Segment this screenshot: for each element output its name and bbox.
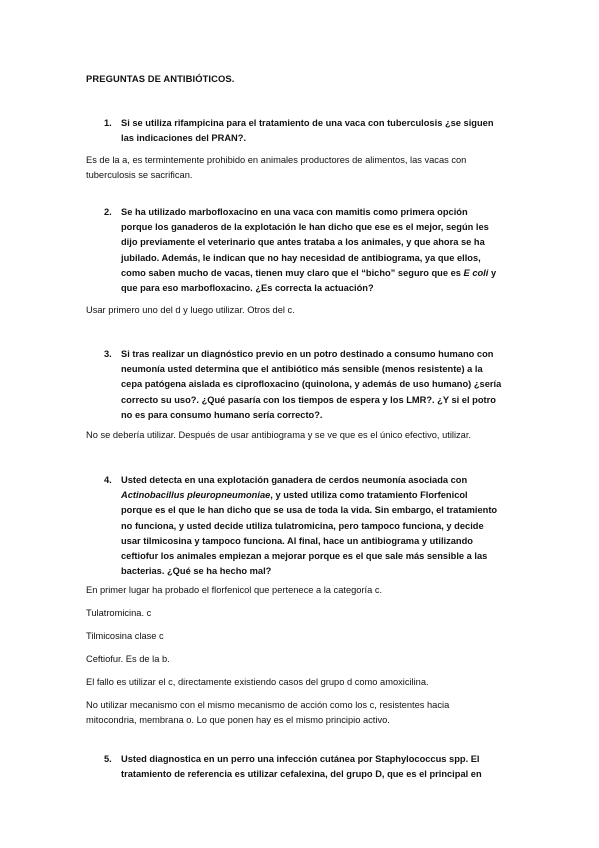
question-line: Si tras realizar un diagnóstico previo en un potro destinado a consumo humano con bbox=[121, 349, 494, 359]
organism-name: E coli bbox=[463, 267, 489, 278]
answer-4-line-4: Ceftiofur. Es de la b. bbox=[86, 654, 170, 664]
question-number: 3. bbox=[104, 349, 112, 359]
answer-3 bbox=[86, 428, 516, 443]
answer-line: tuberculosis se sacrifican. bbox=[86, 170, 193, 181]
question-line: neumonía usted determina que el antibiótico más sensible (menos resistente) a la bbox=[121, 364, 483, 375]
question-number: 5. bbox=[104, 754, 112, 764]
question-2 bbox=[86, 205, 516, 296]
question-line: Si se utiliza rifampicina para el tratamiento de una vaca con tuberculosis ¿se siguen bbox=[121, 118, 494, 128]
answer-4-line-5: El fallo es utilizar el c, directamente existiendo casos del grupo d como amoxicilina. bbox=[86, 677, 429, 687]
question-line: usar tilmicosina y tampoco funciona. Al final, hace un antibiograma y utilizando bbox=[121, 535, 473, 546]
question-line: que para eso marbofloxacino. ¿Es correcta la actuación? bbox=[121, 283, 374, 294]
document-title: PREGUNTAS DE ANTIBIÓTICOS. bbox=[86, 73, 235, 84]
question-line: jubilado. Además, le indican que no hay necesidad de antibiograma, ya que ellos, bbox=[121, 252, 481, 263]
answer-4-line-1: En primer lugar ha probado el florfenicol que pertenece a la categoría c. bbox=[86, 585, 383, 595]
question-line: no es para consumo humano sería correcto?. bbox=[121, 409, 323, 420]
question-line: las indicaciones del PRAN?. bbox=[121, 133, 247, 144]
question-number: 2. bbox=[104, 207, 112, 217]
question-3 bbox=[86, 347, 516, 423]
answer-4-line-2: Tulatromicina. c bbox=[86, 608, 152, 618]
question-line: dijo previamente el veterinario que antes trataba a los animales, y que ahora se ha bbox=[121, 237, 485, 248]
answer-4-line-3: Tilmicosina clase c bbox=[86, 631, 164, 641]
question-line: porque los ganaderos de la explotación le han dicho que ese es el mejor, según les bbox=[121, 222, 489, 233]
answer-line: Es de la a, es termintemente prohibido en animales productores de alimentos, las vacas con bbox=[86, 155, 467, 165]
question-line: ceftiofur los animales empiezan a mejorar porque es el que sale más sensible a las bbox=[121, 551, 488, 562]
question-line: Usted diagnostica en un perro una infección cutánea por Staphylococcus spp. El bbox=[121, 754, 480, 764]
question-line: porque es el que le han dicho que se usa de toda la vida. Sin embargo, el tratamiento bbox=[121, 505, 498, 516]
question-line: bacterias. ¿Qué se ha hecho mal? bbox=[121, 566, 272, 577]
question-line: tratamiento de referencia es utilizar cefalexina, del grupo D, que es el principal en bbox=[121, 769, 482, 780]
answer-2 bbox=[86, 303, 516, 318]
question-line: no funciona, y usted decide utiliza tulatromicina, pero tampoco funciona, y decide bbox=[121, 520, 484, 531]
question-line: como saben mucho de vacas, tienen muy claro que el “bicho” seguro que es E coli y bbox=[121, 267, 497, 278]
question-line: cepa patógena aislada es ciprofloxacino (quinolona, y además de uso humano) ¿sería bbox=[121, 379, 502, 390]
question-4 bbox=[86, 473, 516, 579]
question-5 bbox=[86, 752, 516, 782]
answer-1 bbox=[86, 153, 516, 183]
answer-line: mitocondria, membrana o. Lo que ponen hay es el mismo principio activo. bbox=[86, 715, 390, 726]
question-line: Usted detecta en una explotación ganadera de cerdos neumonía asociada con bbox=[121, 475, 468, 485]
question-number: 4. bbox=[104, 475, 112, 485]
answer-line: No se debería utilizar. Después de usar antibiograma y se ve que es el único efectivo, utilizar. bbox=[86, 430, 471, 440]
answer-line: No utilizar mecanismo con el mismo mecanismo de acción como los c, resistentes hacia bbox=[86, 700, 450, 710]
question-line: correcto su uso?. ¿Qué pasaría con los tiempos de espera y los LMR?. ¿Y si el potro bbox=[121, 394, 496, 405]
question-line: Actinobacillus pleuropneumoniae, y usted utiliza como tratamiento Florfenicol bbox=[121, 490, 468, 501]
question-1 bbox=[86, 116, 516, 146]
question-line: Se ha utilizado marbofloxacino en una vaca con mamitis como primera opción bbox=[121, 207, 468, 217]
organism-name: Actinobacillus pleuropneumoniae bbox=[121, 490, 271, 501]
answer-line: Usar primero uno del d y luego utilizar. Otros del c. bbox=[86, 305, 295, 315]
question-number: 1. bbox=[104, 118, 112, 128]
answer-4-line-6 bbox=[86, 698, 516, 728]
